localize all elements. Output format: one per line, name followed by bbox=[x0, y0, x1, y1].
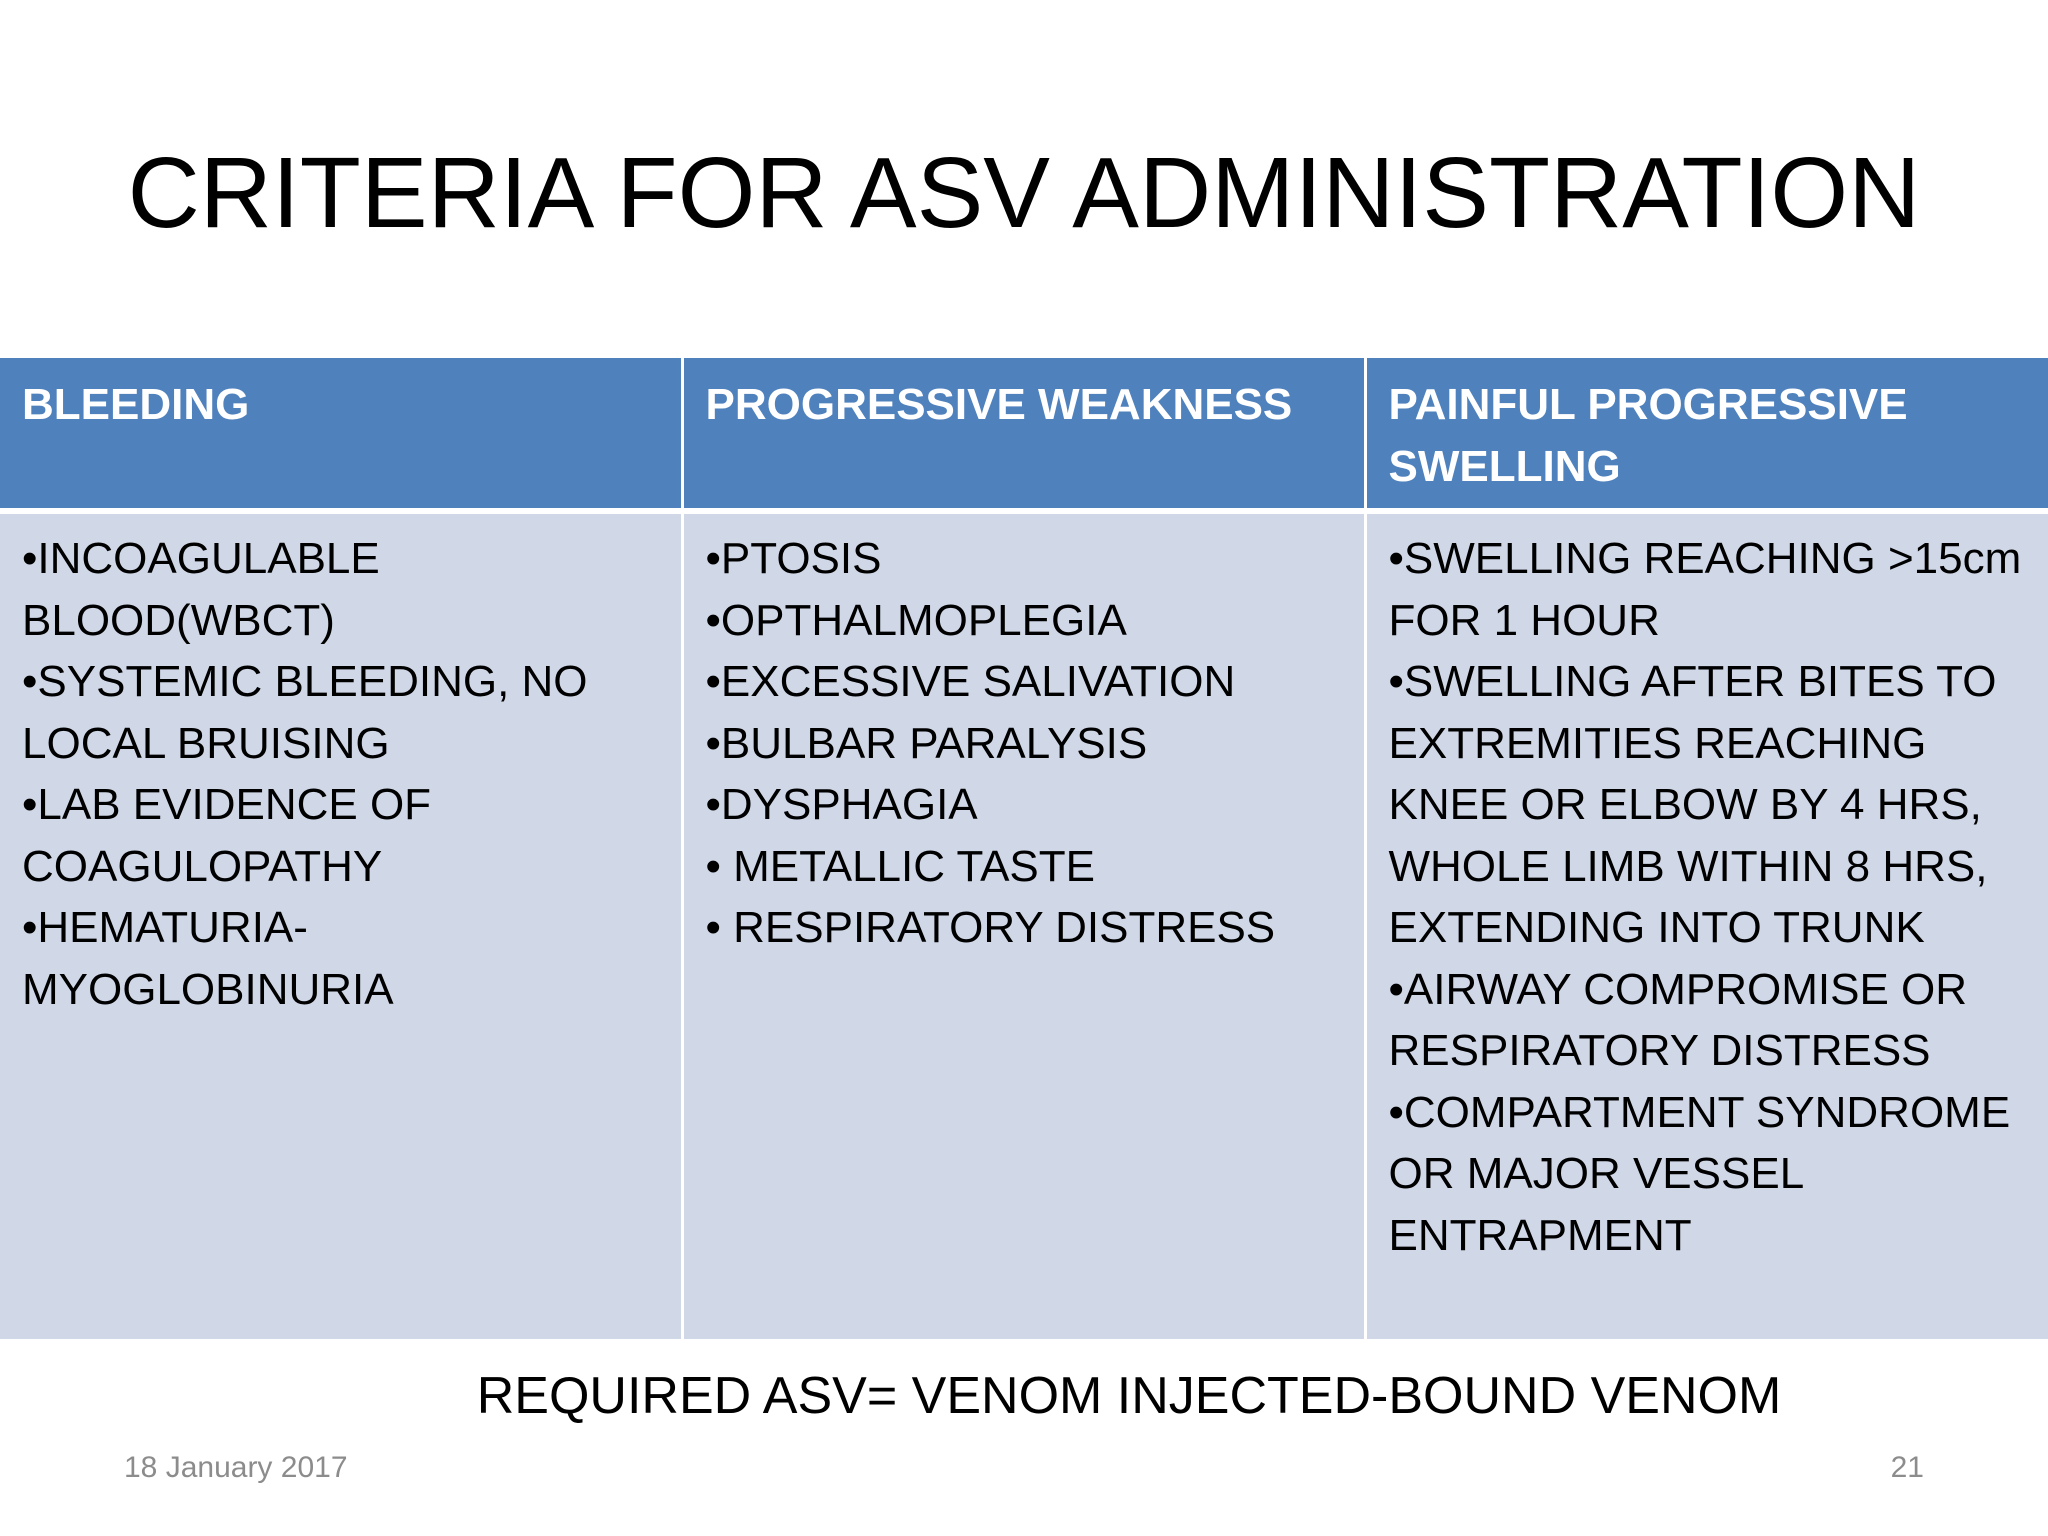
list-item: •EXCESSIVE SALIVATION bbox=[705, 657, 1236, 706]
bleeding-criteria-cell bbox=[0, 511, 682, 1339]
page-number: 21 bbox=[1890, 1451, 1924, 1484]
criteria-table bbox=[0, 358, 2048, 1339]
list-item: •SYSTEMIC BLEEDING, NO LOCAL BRUISING bbox=[22, 657, 588, 768]
list-item: •DYSPHAGIA bbox=[705, 780, 978, 829]
weakness-criteria-cell bbox=[682, 511, 1365, 1339]
list-item: •SWELLING AFTER BITES TO EXTREMITIES REACHING KNEE OR ELBOW BY 4 HRS, WHOLE LIMB WITHIN 8 HRS, EXTENDING INTO TRUNK bbox=[1388, 657, 1997, 952]
list-item: • METALLIC TASTE bbox=[705, 841, 1095, 891]
list-item: •COMPARTMENT SYNDROME OR MAJOR VESSEL ENTRAPMENT bbox=[1388, 1087, 2011, 1260]
footer-date: 18 January 2017 bbox=[124, 1451, 348, 1484]
table-header-row bbox=[0, 358, 2048, 511]
column-header-bleeding: BLEEDING bbox=[0, 358, 682, 511]
asv-formula: REQUIRED ASV= VENOM INJECTED-BOUND VENOM bbox=[476, 1367, 1782, 1425]
list-item: • RESPIRATORY DISTRESS bbox=[705, 903, 1276, 952]
column-header-progressive-weakness: PROGRESSIVE WEAKNESS bbox=[682, 358, 1365, 511]
list-item: •LAB EVIDENCE OF COAGULOPATHY bbox=[22, 780, 432, 891]
list-item: •INCOAGULABLE BLOOD(WBCT) bbox=[22, 534, 380, 645]
swelling-criteria-cell bbox=[1365, 511, 2048, 1339]
list-item: •AIRWAY COMPROMISE OR RESPIRATORY DISTRESS bbox=[1388, 964, 1968, 1075]
list-item: •HEMATURIA-MYOGLOBINURIA bbox=[22, 903, 394, 1014]
list-item: •BULBAR PARALYSIS bbox=[705, 718, 1148, 768]
slide-title: CRITERIA FOR ASV ADMINISTRATION bbox=[127, 137, 1921, 249]
table-body-row bbox=[0, 511, 2048, 1339]
column-header-painful-progressive-swelling: PAINFUL PROGRESSIVE SWELLING bbox=[1365, 358, 2048, 511]
list-item: •SWELLING REACHING >15cm FOR 1 HOUR bbox=[1388, 534, 2022, 645]
list-item: •OPTHALMOPLEGIA bbox=[705, 595, 1127, 645]
list-item: •PTOSIS bbox=[705, 534, 882, 583]
